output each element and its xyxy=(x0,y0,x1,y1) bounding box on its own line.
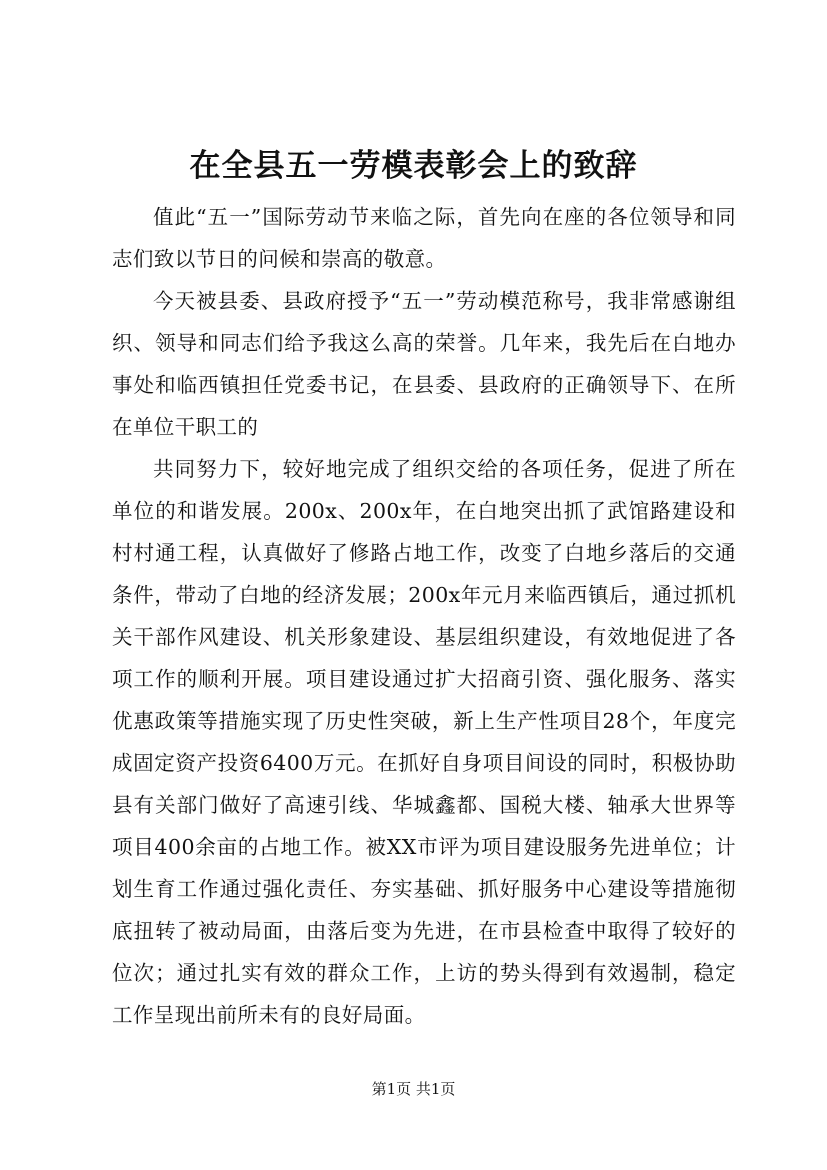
page-footer: 第1页 共1页 xyxy=(371,1080,456,1098)
paragraph-thanks: 今天被县委、县政府授予“五一”劳动模范称号，我非常感谢组织、领导和同志们给予我这么高的荣誉。几年来，我先后在白地办事处和临西镇担任党委书记，在县委、县政府的正确领导下、在所在单位干职工的 xyxy=(112,289,736,439)
document-title: 在全县五一劳模表彰会上的致辞 xyxy=(189,148,638,184)
document-body xyxy=(112,196,736,1036)
paragraph-greeting: 值此“五一”国际劳动节来临之际，首先向在座的各位领导和同志们致以节日的问候和崇高的敬意。 xyxy=(112,205,736,271)
paragraph-achievements: 共同努力下，较好地完成了组织交给的各项任务，促进了所在单位的和谐发展。200x、200x年，在白地突出抓了武馆路建设和村村通工程，认真做好了修路占地工作，改变了白地乡落后的交通条件，带动了白地的经济发展；200x年元月来临西镇后，通过抓机关干部作风建设、机关形象建设、基层组织建设，有效地促进了各项工作的顺利开展。项目建设通过扩大招商引资、强化服务、落实优惠政策等措施实现了历史性突破，新上生产性项目28个，年度完成固定资产投资6400万元。在抓好自身项目间设的同时，积极协助县有关部门做好了高速引线、华城鑫都、国税大楼、轴承大世界等项目400余亩的占地工作。被XX市评为项目建设服务先进单位；计划生育工作通过强化责任、夯实基础、抓好服务中心建设等措施彻底扭转了被动局面，由落后变为先进，在市县检查中取得了较好的位次；通过扎实有效的群众工作，上访的势头得到有效遏制，稳定工作呈现出前所未有的良好局面。 xyxy=(112,457,736,1027)
